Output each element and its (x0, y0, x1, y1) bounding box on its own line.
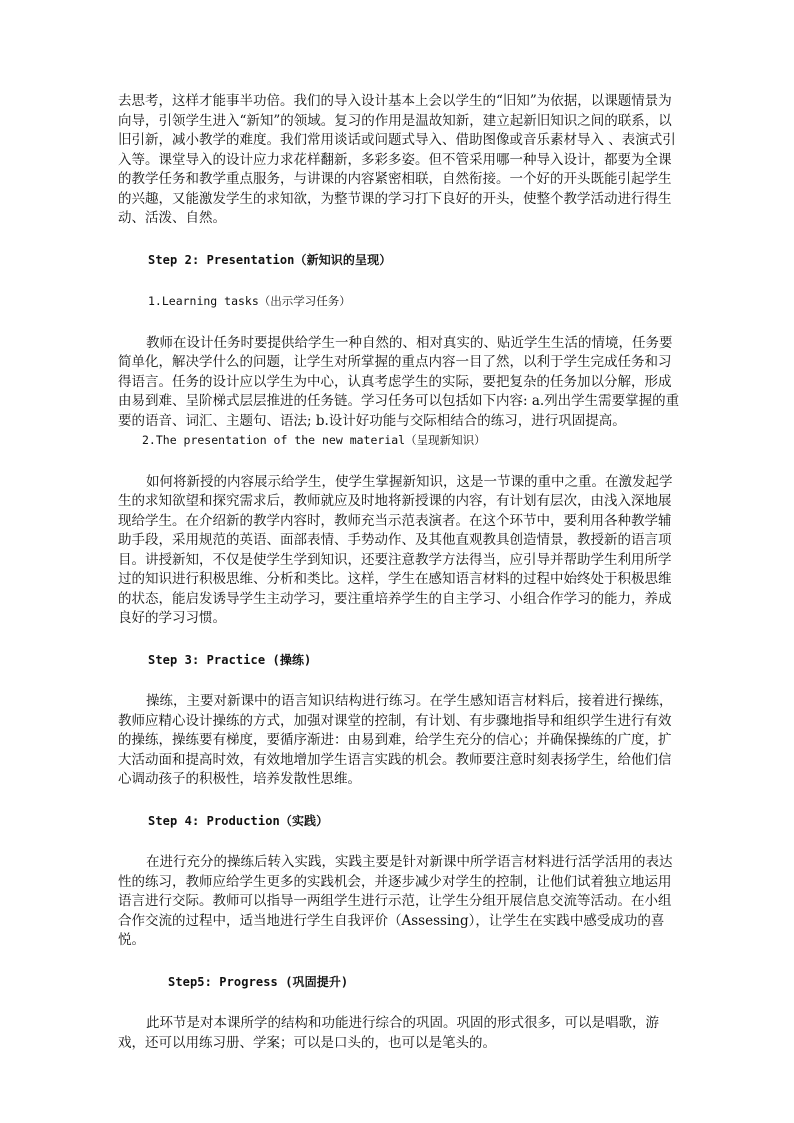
progress-paragraph: 此环节是对本课所学的结构和功能进行综合的巩固。巩固的形式很多，可以是唱歌，游戏，还可以用练习册、学案；可以是口头的，也可以是笔头的。 (118, 1015, 659, 1051)
intro-paragraph: 去思考，这样才能事半功倍。我们的导入设计基本上会以学生的“旧知”为依据，以课题情景为向导，引领学生进入“新知”的领域。复习的作用是温故知新，建立起新旧知识之间的联系，以旧引新，减小教学的难度。我们常用谈话或问题式导入、借助图像或音乐素材导入 、表演式引入等。课堂导入的设计应力求花样翻新，多彩多姿。但不管采用哪一种导入设计，都要为全课的教学任务和教学重点服务，与讲课的内容紧密相联，自然衔接。一个好的开头既能引起学生的兴趣，又能激发学生的求知欲，为整节课的学习打下良好的开头，使整个教学活动进行得生动、活泼、自然。 (118, 93, 676, 226)
step2-heading: Step 2: Presentation（新知识的呈现） (148, 252, 392, 267)
learning-tasks-paragraph: 教师在设计任务时要提供给学生一种自然的、相对真实的、贴近学生生活的情境，任务要简单化，解决学什么的问题，让学生对所掌握的重点内容一目了然，以利于学生完成任务和习得语言。任务的设计应以学生为中心，认真考虑学生的实际，要把复杂的任务加以分解，形成由易到难、呈阶梯式层层推进的任务链。学习任务可以包括如下内容: a.列出学生需要掌握的重要的语音、词汇、主题句、语法; b.设计好功能与交际相结合的练习，进行巩固提高。 (118, 334, 680, 429)
step3-heading: Step 3: Practice (操练) (148, 652, 312, 667)
step4-heading: Step 4: Production（实践） (148, 813, 329, 828)
learning-tasks-subheading: 1.Learning tasks（出示学习任务） (148, 294, 351, 308)
production-paragraph: 在进行充分的操练后转入实践，实践主要是针对新课中所学语言材料进行活学活用的表达性的练习，教师应给学生更多的实践机会，并逐步减少对学生的控制，让他们试着独立地运用语言进行交际。教师可以指导一两组学生进行示范，让学生分组开展信息交流等活动。在小组合作交流的过程中，适当地进行学生自我评价（Assessing），让学生在实践中感受成功的喜悦。 (118, 854, 673, 948)
presentation-subheading: 2.The presentation of the new material（呈现新知识） (142, 433, 486, 447)
practice-paragraph: 操练，主要对新课中的语言知识结构进行练习。在学生感知语言材料后，接着进行操练，教师应精心设计操练的方式，加强对课堂的控制，有计划、有步骤地指导和组织学生进行有效的操练，操练要有梯度，要循序渐进：由易到难，给学生充分的信心；并确保操练的广度，扩大活动面和提高时效，有效地增加学生语言实践的机会。教师要注意时刻表扬学生，给他们信心调动孩子的积极性，培养发散性思维。 (118, 693, 673, 787)
step5-heading: Step5: Progress (巩固提升) (168, 974, 349, 989)
presentation-paragraph: 如何将新授的内容展示给学生，使学生掌握新知识，这是一节课的重中之重。在激发起学生的求知欲望和探究需求后，教师就应及时地将新授课的内容，有计划有层次，由浅入深地展现给学生。在介绍新的教学内容时，教师充当示范表演者。在这个环节中，要利用各种教学辅助手段，采用规范的英语、面部表情、手势动作、及其他直观教具创造情景，教授新的语言项目。讲授新知，不仅是使学生学到知识，还要注意教学方法得当，应引导并帮助学生利用所学过的知识进行积极思维、分析和类比。这样，学生在感知语言材料的过程中始终处于积极思维的状态，能启发诱导学生主动学习，要注重培养学生的自主学习、小组合作学习的能力，养成良好的学习习惯。 (118, 473, 673, 626)
